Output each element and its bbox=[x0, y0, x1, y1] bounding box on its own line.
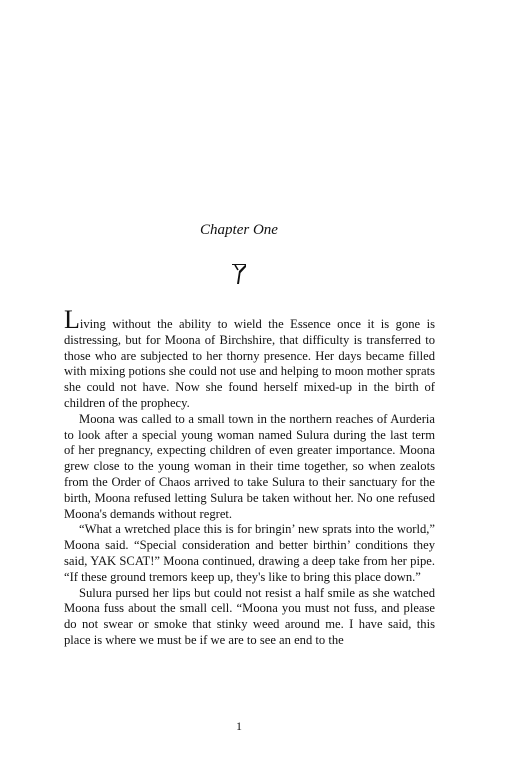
flag-rune-icon bbox=[229, 262, 249, 286]
chapter-title: Chapter One bbox=[200, 222, 278, 238]
chapter-text bbox=[64, 305, 435, 649]
paragraph: Sulura pursed her lips but could not resist a half smile as she watched Moona fuss about the small cell. “Moona you must not fuss, and please do not swear or smoke that stinky weed around me. I have said, this place is where we must be if we are to see an end to the bbox=[64, 585, 435, 647]
paragraph bbox=[64, 305, 435, 412]
drop-cap: L bbox=[64, 305, 80, 334]
paragraph: “What a wretched place this is for bringin’ new sprats into the world,” Moona said. “Special consideration and better birthin’ conditions they said, YAK SCAT!” Moona continued, drawing a deep take from her pipe. “If these ground tremors keep up, they's like to bring this place down.” bbox=[64, 522, 435, 584]
page-number: 1 bbox=[236, 719, 242, 733]
paragraph: Moona was called to a small town in the northern reaches of Aurderia to look after a special young woman named Sulura during the last term of her pregnancy, expecting children of even greater importance. Moona grew close to the young woman in their time together, so when zealots from the Order of Chaos arrived to take Sulura to their sanctuary for the birth, Moona refused letting Sulura be taken without her. No one refused Moona's demands without regret. bbox=[64, 411, 435, 521]
paragraph-text: iving without the ability to wield the Essence once it is gone is distressing, but for Moona of Birchshire, that difficulty is transferred to those who are subjected to her thorny presence. Her days became filled with mixing potions she could not use and helping to moon mother sprats she could not have. Now she found herself mixed-up in the birth of children of the prophecy. bbox=[64, 317, 435, 410]
